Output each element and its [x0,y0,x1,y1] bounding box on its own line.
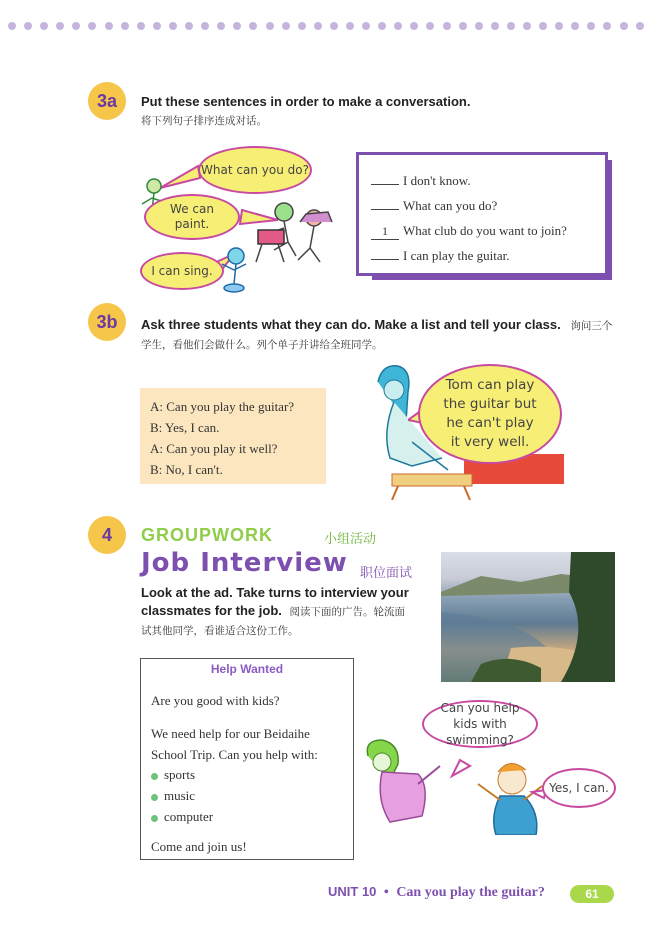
exercise-3b-badge: 3b [88,303,126,341]
order-blank[interactable] [371,259,399,260]
dialog-line: A: Can you play it well? [150,441,278,456]
speech-bubble-i-can-sing: I can sing. [140,252,224,290]
sample-dialog [140,388,326,484]
speech-bubble-what-can-you-do: What can you do? [198,146,312,194]
top-dotted-border [8,22,644,36]
exercise-3b-instruction: Ask three students what they can do. Make a list and tell your class. 询问三个学生，看他们会做什么。列个单子并讲给全班同学。 [141,317,613,351]
footer-unit: UNIT 10 [328,884,377,899]
ad-list-item: sports [151,767,195,783]
exercise-3a-instruction: Put these sentences in order to make a conversation. [141,94,471,109]
sentence-item: 1 What club do you want to join? [371,223,567,240]
dialog-line: B: No, I can't. [150,462,223,477]
ad-list-item: computer [151,809,213,825]
ad-body: We need help for our Beidaihe School Trip. Can you help with: [151,726,318,762]
help-wanted-ad [140,658,354,860]
exercise-4-instruction: Look at the ad. Take turns to interview your classmates for the job. 阅读下面的广告。轮流面试其他同学，看谁适合这份工作。 [141,585,409,637]
exercise-3b-instruction-cn: 询问三个学生，看他们会做什么。列个单子并讲给全班同学。 [141,320,613,351]
page-footer [328,884,545,901]
groupwork-title-cn: 小组活动 [324,532,377,547]
page-number: 61 [570,885,614,903]
ad-title: Help Wanted [210,662,284,676]
beach-photo [441,552,615,682]
exercise-3a-badge: 3a [88,82,126,120]
ad-closing: Come and join us! [151,839,247,854]
job-interview-title-cn: 职位面试 [360,566,413,581]
order-blank[interactable]: 1 [371,224,399,240]
dialog-line: A: Can you play the guitar? [150,399,295,414]
speech-bubble-swimming-question: Can you help kids with swimming? [422,700,538,748]
speech-bubble-tom: Tom can play the guitar but he can't play it very well. [418,364,562,464]
sentence-item: What can you do? [371,198,497,214]
exercise-3a-instruction-cn: 将下列句子排序连成对话。 [141,115,267,127]
sentence-item: I can play the guitar. [371,248,510,264]
ad-question: Are you good with kids? [151,693,280,708]
footer-separator: • [383,885,389,900]
exercise-4-badge: 4 [88,516,126,554]
order-blank[interactable] [371,209,399,210]
footer-title: Can you play the guitar? [396,885,545,900]
speech-bubble-we-can-paint: We can paint. [144,194,240,240]
sentence-item: I don't know. [371,173,471,189]
dialog-line: B: Yes, I can. [150,420,220,435]
ad-list-item: music [151,788,195,804]
order-blank[interactable] [371,184,399,185]
groupwork-title: GROUPWORK [141,525,273,545]
job-interview-title: Job Interview [141,548,348,578]
sentence-order-box [356,152,608,276]
exercise-4-instruction-cn: 阅读下面的广告。轮流面试其他同学，看谁适合这份工作。 [141,606,406,637]
speech-bubble-yes-answer: Yes, I can. [542,768,616,808]
